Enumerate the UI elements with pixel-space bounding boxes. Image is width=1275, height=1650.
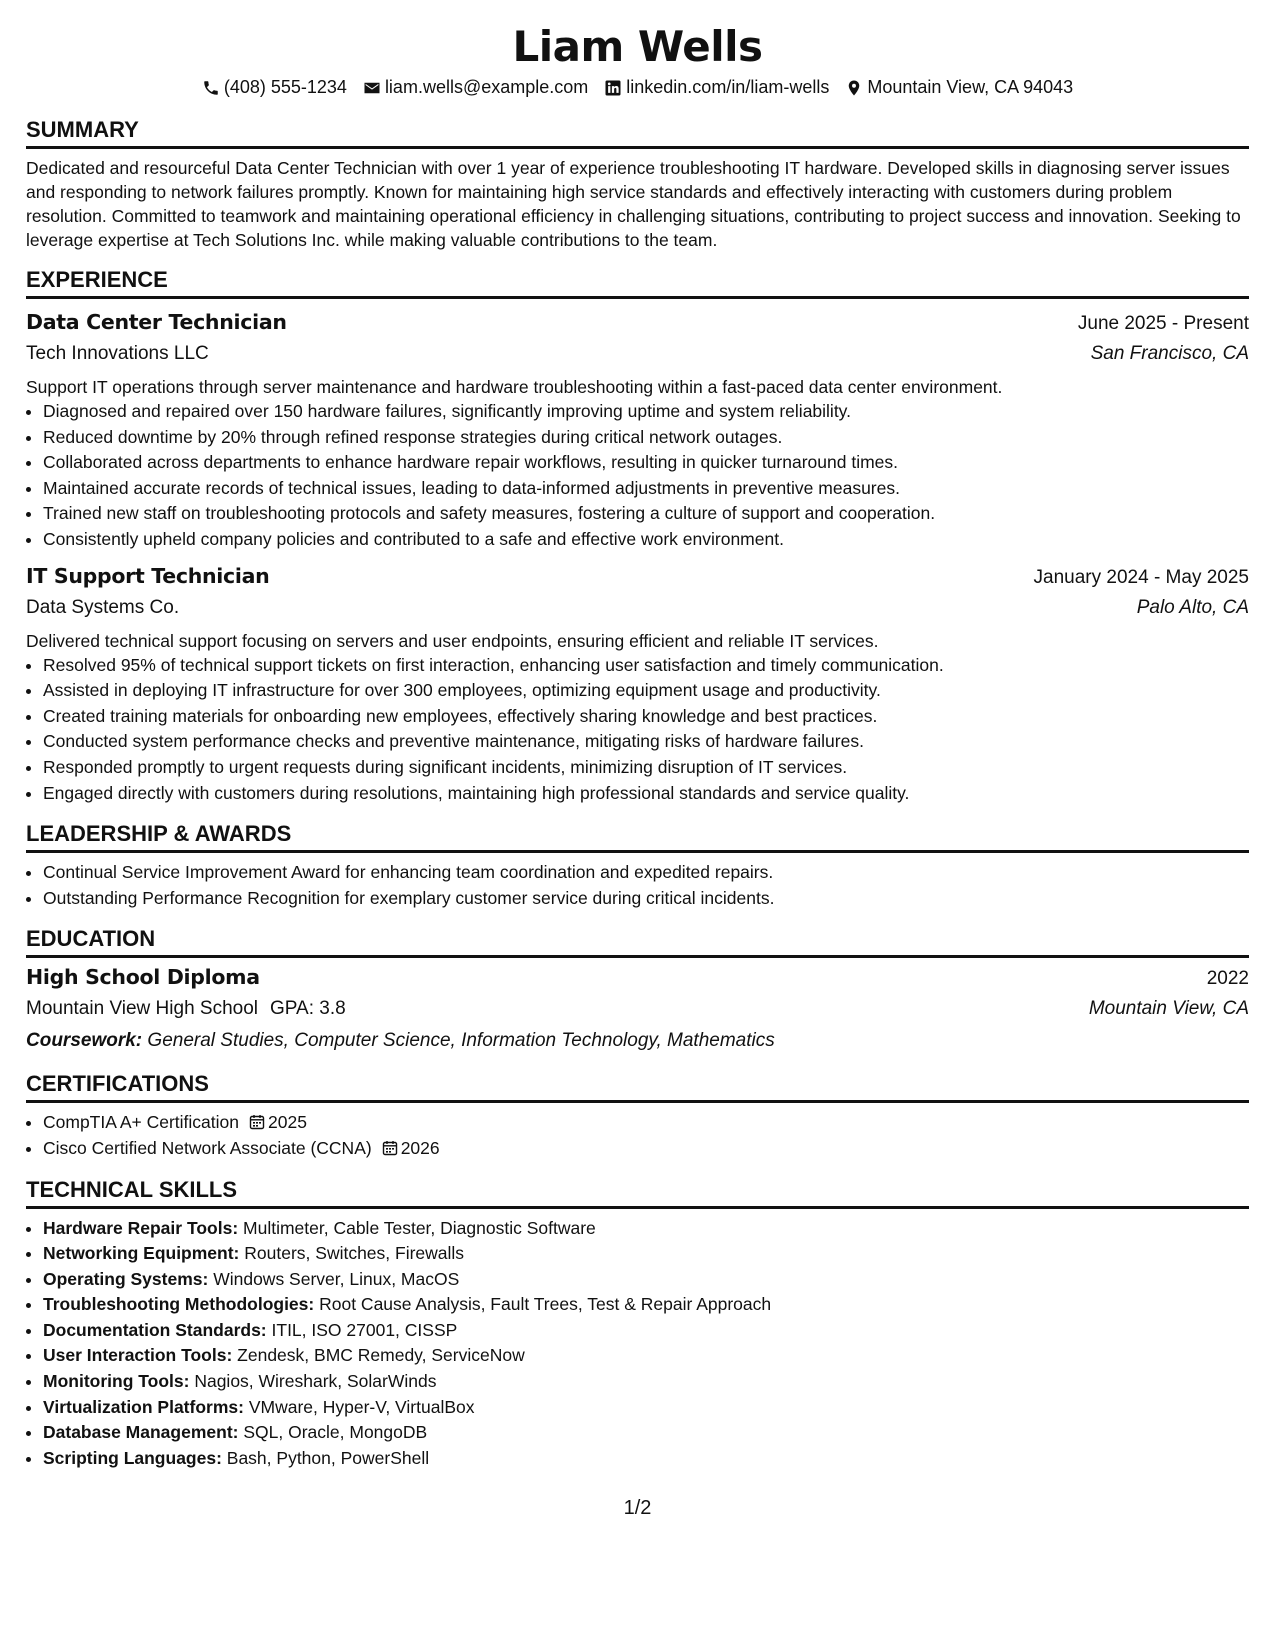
section-title-leadership: LEADERSHIP & AWARDS: [26, 820, 1249, 853]
certifications-list: [26, 1110, 1249, 1161]
map-pin-icon: [845, 79, 863, 97]
list-item: • Continual Service Improvement Award for enhancing team coordination and expedited repairs.: [43, 860, 1249, 886]
job-bullets: [26, 399, 1249, 553]
section-title-education: EDUCATION: [26, 925, 1249, 958]
phone-icon: [202, 79, 220, 97]
school-location: Mountain View, CA: [1088, 998, 1249, 1020]
skill-value: Routers, Switches, Firewalls: [244, 1243, 465, 1264]
calendar-icon: [382, 1140, 398, 1156]
skill-label: Troubleshooting Methodologies:: [43, 1294, 315, 1315]
contact-bar: [26, 77, 1249, 98]
skill-label: Hardware Repair Tools:: [43, 1217, 239, 1238]
skill-value: Windows Server, Linux, MacOS: [213, 1268, 460, 1289]
skill-label: User Interaction Tools:: [43, 1345, 233, 1366]
skill-label: Operating Systems:: [43, 1268, 209, 1289]
list-item: [43, 1343, 1249, 1369]
coursework-label: Coursework:: [26, 1030, 143, 1052]
section-title-certifications: CERTIFICATIONS: [26, 1070, 1249, 1103]
location-text: Mountain View, CA 94043: [867, 77, 1074, 97]
experience-section: [26, 266, 1249, 806]
contact-linkedin[interactable]: [604, 77, 829, 98]
list-item: • Diagnosed and repaired over 150 hardware failures, significantly improving uptime and system reliability.: [43, 399, 1249, 425]
leadership-section: [26, 820, 1249, 911]
job-company: Data Systems Co.: [26, 596, 180, 618]
skill-label: Monitoring Tools:: [43, 1371, 190, 1392]
list-item: [43, 1267, 1249, 1293]
cert-name: Cisco Certified Network Associate (CCNA): [43, 1137, 372, 1158]
leadership-list: [26, 860, 1249, 911]
list-item: [43, 1318, 1249, 1344]
list-item: [43, 1420, 1249, 1446]
skill-value: Nagios, Wireshark, SolarWinds: [194, 1371, 437, 1392]
cert-name: CompTIA A+ Certification: [43, 1112, 239, 1133]
calendar-icon: [249, 1114, 265, 1130]
skill-value: VMware, Hyper-V, VirtualBox: [248, 1396, 475, 1417]
skill-label: Documentation Standards:: [43, 1319, 267, 1340]
job-title: Data Center Technician: [26, 310, 287, 334]
job-dates: June 2025 - Present: [1077, 313, 1249, 334]
list-item: [43, 1446, 1249, 1472]
envelope-icon: [363, 79, 381, 97]
job-location: Palo Alto, CA: [1136, 596, 1249, 618]
skill-value: Bash, Python, PowerShell: [226, 1447, 430, 1468]
phone-text: (408) 555-1234: [223, 77, 347, 97]
school-name: Mountain View High School: [26, 998, 259, 1020]
list-item: • Trained new staff on troubleshooting protocols and safety measures, fostering a culture of support and cooperation.: [43, 501, 1249, 527]
list-item: • Assisted in deploying IT infrastructure for over 300 employees, optimizing equipment usage and productivity.: [43, 678, 1249, 704]
contact-location: [845, 77, 1073, 98]
list-item: [43, 1110, 1249, 1136]
email-link[interactable]: liam.wells@example.com: [384, 77, 589, 97]
job-entry: [26, 561, 1249, 807]
summary-text: Dedicated and resourceful Data Center Technician with over 1 year of experience troubleshooting IT hardware. Developed skills in diagnosing server issues and responding to network failures promptly. Known for maintaining high service standards and effectively interacting with customers during problem resolution. Committed to teamwork and maintaining operational efficiency in challenging situations, contributing to project success and innovation. Seeking to leverage expertise at Tech Solutions Inc. while making valuable contributions to the team.: [26, 158, 1241, 250]
skill-label: Networking Equipment:: [43, 1243, 240, 1264]
skill-value: SQL, Oracle, MongoDB: [243, 1422, 428, 1443]
list-item: • Reduced downtime by 20% through refined response strategies during critical network outages.: [43, 425, 1249, 451]
gpa-text: GPA: 3.8: [270, 998, 346, 1020]
summary-section: [26, 116, 1249, 252]
list-item: • Outstanding Performance Recognition for exemplary customer service during critical incidents.: [43, 886, 1249, 912]
list-item: [43, 1395, 1249, 1421]
list-item: • Resolved 95% of technical support tickets on first interaction, enhancing user satisfaction and timely communication.: [43, 653, 1249, 679]
list-item: • Consistently upheld company policies and contributed to a safe and effective work environment.: [43, 527, 1249, 553]
section-title-experience: EXPERIENCE: [26, 266, 1249, 299]
skills-list: [26, 1216, 1249, 1472]
contact-email[interactable]: [363, 77, 588, 98]
skill-label: Database Management:: [43, 1422, 239, 1443]
contact-phone: [202, 77, 347, 98]
skill-value: Multimeter, Cable Tester, Diagnostic Software: [243, 1217, 596, 1238]
education-year: 2022: [1206, 968, 1249, 990]
coursework-line: [26, 1026, 1249, 1056]
skill-label: Scripting Languages:: [43, 1447, 222, 1468]
degree-title: High School Diploma: [26, 965, 260, 990]
education-section: [26, 925, 1249, 1056]
list-item: • Conducted system performance checks and preventive maintenance, mitigating risks of hardware failures.: [43, 729, 1249, 755]
job-company: Tech Innovations LLC: [26, 343, 209, 364]
job-dates: January 2024 - May 2025: [1033, 566, 1249, 588]
linkedin-icon: [604, 79, 622, 97]
list-item: • Maintained accurate records of technical issues, leading to data-informed adjustments in preventive measures.: [43, 476, 1249, 502]
list-item: • Collaborated across departments to enhance hardware repair workflows, resulting in quicker turnaround times.: [43, 450, 1249, 476]
cert-year: 2026: [400, 1137, 440, 1158]
job-entry: [26, 307, 1249, 553]
list-item: • Engaged directly with customers during resolutions, maintaining high professional standards and service quality.: [43, 781, 1249, 807]
list-item: [43, 1136, 1249, 1162]
list-item: • Created training materials for onboarding new employees, effectively sharing knowledge and best practices.: [43, 704, 1249, 730]
list-item: [43, 1216, 1249, 1242]
job-bullets: [26, 653, 1249, 807]
skill-value: ITIL, ISO 27001, CISSP: [271, 1319, 458, 1340]
list-item: • Responded promptly to urgent requests during significant incidents, minimizing disruption of IT services.: [43, 755, 1249, 781]
job-location: San Francisco, CA: [1090, 343, 1249, 364]
skill-value: Zendesk, BMC Remedy, ServiceNow: [237, 1345, 525, 1366]
job-description: Support IT operations through server maintenance and hardware troubleshooting within a fast-paced data center environment.: [26, 377, 1003, 397]
school-line: [26, 994, 346, 1024]
candidate-name: Liam Wells: [512, 22, 763, 71]
cert-year: 2025: [268, 1112, 307, 1133]
list-item: [43, 1369, 1249, 1395]
list-item: [43, 1241, 1249, 1267]
skill-value: Root Cause Analysis, Fault Trees, Test & Repair Approach: [319, 1294, 772, 1315]
skills-section: [26, 1176, 1249, 1472]
linkedin-link[interactable]: linkedin.com/in/liam-wells: [626, 77, 830, 97]
coursework-text: General Studies, Computer Science, Information Technology, Mathematics: [147, 1030, 775, 1052]
page-number: 1/2: [623, 1497, 652, 1519]
skill-label: Virtualization Platforms:: [43, 1396, 244, 1417]
job-description: Delivered technical support focusing on servers and user endpoints, ensuring efficient and reliable IT services.: [26, 630, 879, 651]
job-title: IT Support Technician: [26, 563, 270, 588]
section-title-skills: TECHNICAL SKILLS: [26, 1176, 1249, 1209]
list-item: [43, 1292, 1249, 1318]
resume-header: [26, 22, 1249, 98]
section-title-summary: SUMMARY: [26, 116, 1249, 149]
certifications-section: [26, 1070, 1249, 1161]
